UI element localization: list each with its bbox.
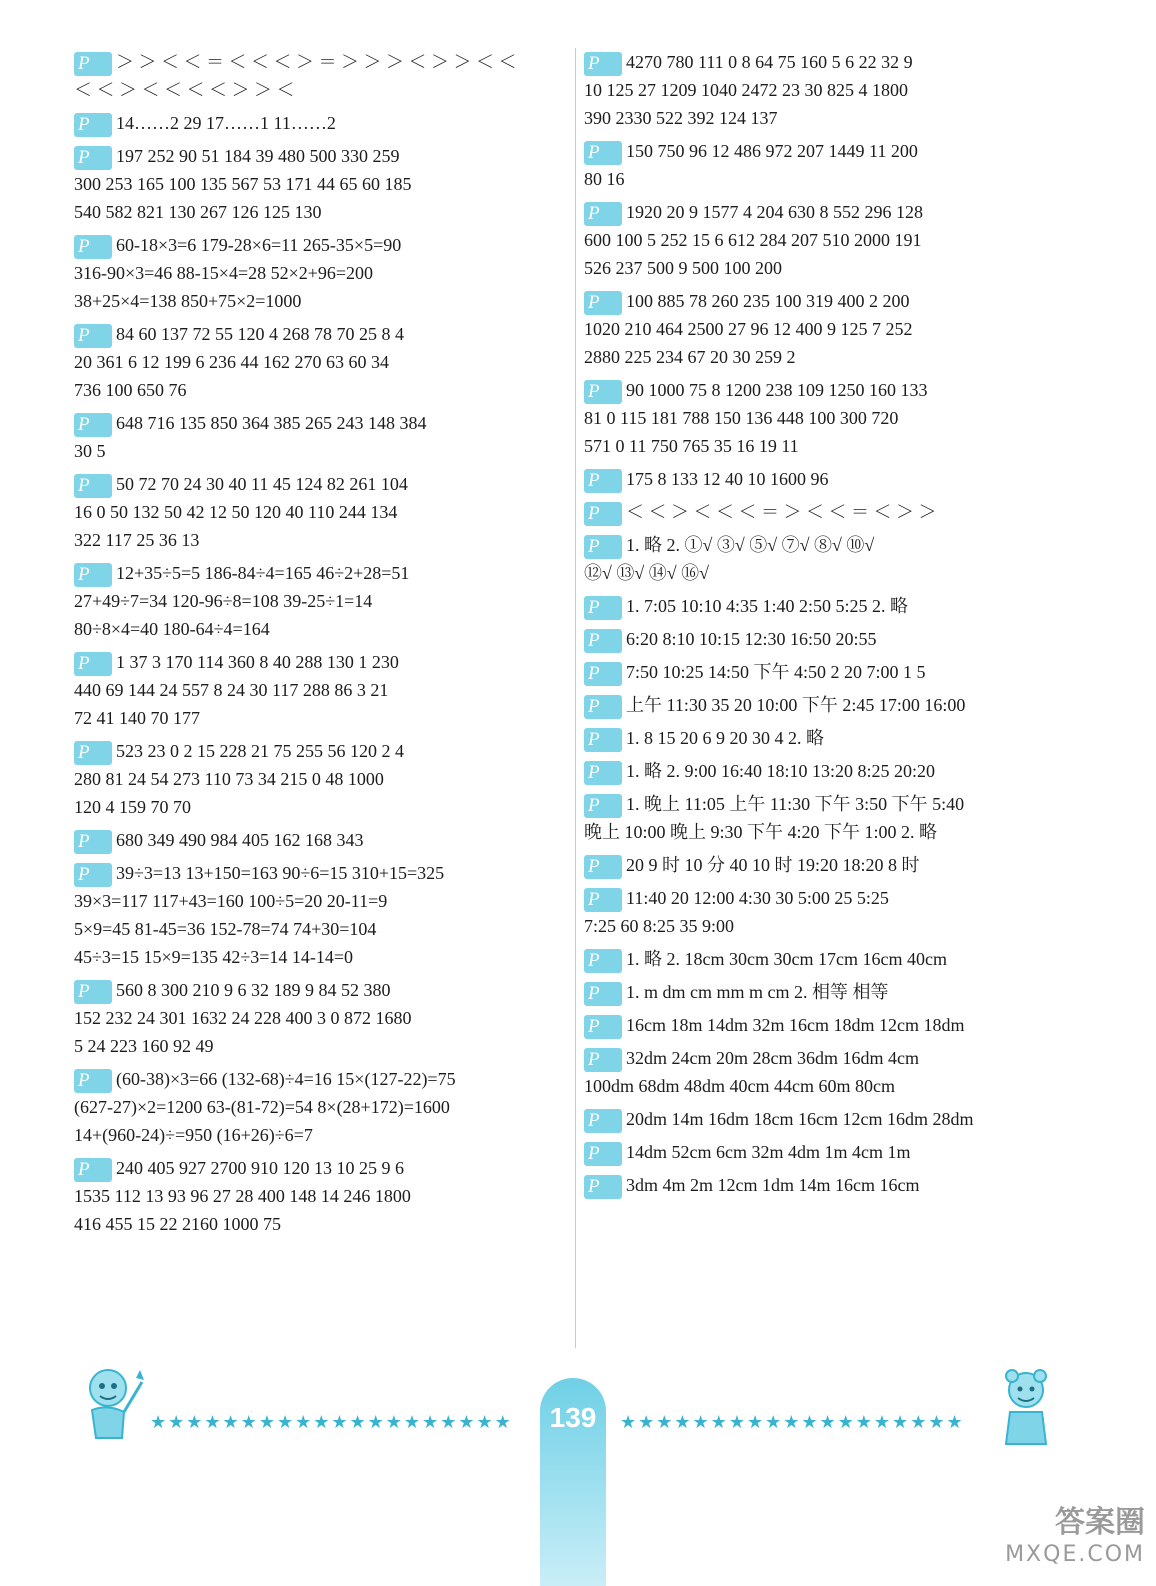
answer-entry	[584, 724, 1084, 752]
answer-entry	[584, 658, 1084, 686]
answer-line-first	[74, 976, 570, 1004]
answer-line	[584, 76, 1084, 104]
answer-text: 600 100 5 252 15 6 612 284 207 510 2000 191	[584, 230, 922, 250]
answer-entry	[584, 1044, 1084, 1100]
answer-line	[74, 1032, 570, 1060]
answer-entry	[74, 142, 570, 226]
answer-text: 90 1000 75 8 1200 238 109 1250 160 133	[626, 380, 928, 400]
answer-line	[74, 437, 570, 465]
answer-text: 84 60 137 72 55 120 4 268 78 70 25 8 4	[116, 324, 404, 344]
answer-text: 150 750 96 12 486 972 207 1449 11 200	[626, 141, 918, 161]
answer-text: 240 405 927 2700 910 120 13 10 25 9 6	[116, 1158, 404, 1178]
answer-line-first	[584, 851, 1084, 879]
answer-text: (60-38)×3=66 (132-68)÷4=16 15×(127-22)=75	[116, 1069, 456, 1089]
page-ref-badge-icon: P	[584, 1175, 622, 1199]
answer-entry	[584, 790, 1084, 846]
answer-line-first	[74, 142, 570, 170]
answer-line-first	[584, 1011, 1084, 1039]
answer-text: 16cm 18m 14dm 32m 16cm 18dm 12cm 18dm	[626, 1015, 965, 1035]
answer-entry	[74, 231, 570, 315]
page-ref-badge-icon: P	[584, 855, 622, 879]
answer-text: 80÷8×4=40 180-64÷4=164	[74, 619, 270, 639]
answer-text: 6:20 8:10 10:15 12:30 16:50 20:55	[626, 629, 877, 649]
page-ref-badge-icon: P	[584, 761, 622, 785]
page-ref-badge-icon: P	[74, 563, 112, 587]
answer-text: 280 81 24 54 273 110 73 34 215 0 48 1000	[74, 769, 384, 789]
answer-text: 440 69 144 24 557 8 24 30 117 288 86 3 21	[74, 680, 389, 700]
answer-line	[584, 165, 1084, 193]
answer-entry	[584, 137, 1084, 193]
answer-line-first	[584, 376, 1084, 404]
answer-entry	[584, 757, 1084, 785]
page-ref-badge-icon: P	[584, 535, 622, 559]
answer-text: 81 0 115 181 788 150 136 448 100 300 720	[584, 408, 899, 428]
page-ref-badge-icon: P	[74, 1069, 112, 1093]
answer-line-first	[584, 945, 1084, 973]
answer-entry	[584, 498, 1084, 526]
page-ref-badge-icon: P	[74, 741, 112, 765]
answer-line-first	[74, 109, 570, 137]
page-ref-badge-icon: P	[584, 141, 622, 165]
answer-line	[584, 315, 1084, 343]
answer-entry	[74, 409, 570, 465]
answer-text: 152 232 24 301 1632 24 228 400 3 0 872 1680	[74, 1008, 412, 1028]
answer-entry	[584, 1171, 1084, 1199]
answer-line-first	[584, 465, 1084, 493]
answer-line-first	[584, 1138, 1084, 1166]
answer-text: 14……2 29 17……1 11……2	[116, 113, 336, 133]
answer-line-first	[74, 1065, 570, 1093]
answer-text: 20 9 时 10 分 40 10 时 19:20 18:20 8 时	[626, 855, 920, 875]
answer-text: 1. 晚上 11:05 上午 11:30 下午 3:50 下午 5:40	[626, 794, 965, 814]
answer-text: 736 100 650 76	[74, 380, 187, 400]
page-ref-badge-icon: P	[584, 982, 622, 1006]
answer-line	[74, 1210, 570, 1238]
answer-line-first	[74, 48, 570, 76]
answer-text: 1 37 3 170 114 360 8 40 288 130 1 230	[116, 652, 399, 672]
page-ref-badge-icon: P	[74, 1158, 112, 1182]
page-number-tab	[540, 1378, 606, 1586]
answer-line	[74, 287, 570, 315]
answer-line	[74, 1093, 570, 1121]
page-number: 139	[549, 1402, 597, 1433]
answer-entry	[584, 592, 1084, 620]
page-ref-badge-icon: P	[584, 502, 622, 526]
page-ref-badge-icon: P	[584, 888, 622, 912]
answer-text: 4270 780 111 0 8 64 75 160 5 6 22 32 9	[626, 52, 913, 72]
answer-entry	[584, 1105, 1084, 1133]
answer-line-first	[74, 1154, 570, 1182]
answer-text: 1. 8 15 20 6 9 20 30 4 2. 略	[626, 728, 824, 748]
answers-left-column	[74, 48, 570, 1243]
answer-text: 1020 210 464 2500 27 96 12 400 9 125 7 252	[584, 319, 913, 339]
answer-entry	[584, 1138, 1084, 1166]
answer-text: 20 361 6 12 199 6 236 44 162 270 63 60 34	[74, 352, 389, 372]
answer-line	[74, 676, 570, 704]
answer-entry	[74, 859, 570, 971]
answer-text: 27+49÷7=34 120-96÷8=108 39-25÷1=14	[74, 591, 373, 611]
answer-text: 14+(960-24)÷=950 (16+26)÷6=7	[74, 1125, 313, 1145]
column-divider	[575, 48, 576, 1348]
answer-entry	[74, 1065, 570, 1149]
page-ref-badge-icon: P	[584, 662, 622, 686]
answer-entry	[74, 1154, 570, 1238]
answer-line-first	[584, 691, 1084, 719]
stars-right: ★★★★★★★★★★★★★★★★★★★	[620, 1412, 965, 1432]
answer-line	[74, 615, 570, 643]
answer-line-first	[584, 757, 1084, 785]
answer-text: 14dm 52cm 6cm 32m 4dm 1m 4cm 1m	[626, 1142, 911, 1162]
answer-line-first	[584, 658, 1084, 686]
answer-text: 38+25×4=138 850+75×2=1000	[74, 291, 302, 311]
answer-line-first	[74, 231, 570, 259]
answer-entry	[584, 198, 1084, 282]
watermark-title: 答案圈	[1055, 1505, 1145, 1540]
answer-text: 16 0 50 132 50 42 12 50 120 40 110 244 134	[74, 502, 398, 522]
page-ref-badge-icon: P	[584, 380, 622, 404]
answer-text: 上午 11:30 35 20 10:00 下午 2:45 17:00 16:00	[626, 695, 966, 715]
answer-line	[74, 1182, 570, 1210]
answer-entry	[74, 109, 570, 137]
answer-line	[74, 1121, 570, 1149]
answer-line-first	[584, 625, 1084, 653]
answer-line-first	[584, 498, 1084, 526]
answer-text: 120 4 159 70 70	[74, 797, 191, 817]
page-ref-badge-icon: P	[74, 652, 112, 676]
answer-line	[584, 343, 1084, 371]
answer-text: 197 252 90 51 184 39 480 500 330 259	[116, 146, 400, 166]
answer-text: 60-18×3=6 179-28×6=11 265-35×5=90	[116, 235, 402, 255]
watermark	[975, 1505, 1145, 1575]
answer-text: 175 8 133 12 40 10 1600 96	[626, 469, 829, 489]
answer-line	[74, 348, 570, 376]
answer-line-first	[584, 1044, 1084, 1072]
answer-line	[74, 765, 570, 793]
answer-text: 11:40 20 12:00 4:30 30 5:00 25 5:25	[626, 888, 889, 908]
answer-line	[584, 1072, 1084, 1100]
answer-entry	[74, 826, 570, 854]
answers-right-column	[584, 48, 1084, 1204]
answer-text: 100dm 68dm 48dm 40cm 44cm 60m 80cm	[584, 1076, 895, 1096]
answer-text: 1. m dm cm mm m cm 2. 相等 相等	[626, 982, 889, 1002]
answer-text: 526 237 500 9 500 100 200	[584, 258, 782, 278]
answer-line	[74, 198, 570, 226]
answer-line	[584, 226, 1084, 254]
answer-entry	[584, 465, 1084, 493]
answer-line-first	[584, 531, 1084, 559]
answer-line-first	[74, 559, 570, 587]
answer-text: 12+35÷5=5 186-84÷4=165 46÷2+28=51	[116, 563, 410, 583]
page-ref-badge-icon: P	[74, 980, 112, 1004]
answer-line-first	[74, 470, 570, 498]
answer-text: 30 5	[74, 441, 106, 461]
answer-line-first	[74, 409, 570, 437]
answer-text: 322 117 25 36 13	[74, 530, 200, 550]
answer-text: 72 41 140 70 177	[74, 708, 200, 728]
answer-text: 540 582 821 130 267 126 125 130	[74, 202, 322, 222]
answer-entry	[74, 470, 570, 554]
answer-line-first	[584, 287, 1084, 315]
page-ref-badge-icon: P	[74, 52, 112, 76]
answer-line	[74, 376, 570, 404]
answer-line	[74, 587, 570, 615]
answer-line	[74, 526, 570, 554]
answer-text: 20dm 14m 16dm 18cm 16cm 12cm 16dm 28dm	[626, 1109, 974, 1129]
answer-text: 316-90×3=46 88-15×4=28 52×2+96=200	[74, 263, 374, 283]
answer-line	[74, 915, 570, 943]
answer-text: 648 716 135 850 364 385 265 243 148 384	[116, 413, 427, 433]
answer-line	[74, 498, 570, 526]
page-ref-badge-icon: P	[584, 695, 622, 719]
answer-text: 523 23 0 2 15 228 21 75 255 56 120 2 4	[116, 741, 404, 761]
answer-text: 680 349 490 984 405 162 168 343	[116, 830, 364, 850]
answer-text: 32dm 24cm 20m 28cm 36dm 16dm 4cm	[626, 1048, 919, 1068]
answer-text: 300 253 165 100 135 567 53 171 44 65 60 185	[74, 174, 412, 194]
answer-entry	[584, 1011, 1084, 1039]
answer-text: 560 8 300 210 9 6 32 189 9 84 52 380	[116, 980, 391, 1000]
answer-text: 1535 112 13 93 96 27 28 400 148 14 246 1800	[74, 1186, 411, 1206]
page-ref-badge-icon: P	[74, 113, 112, 137]
answer-line-first	[584, 198, 1084, 226]
answer-entry	[74, 48, 570, 104]
page-ref-badge-icon: P	[74, 324, 112, 348]
answer-line	[584, 432, 1084, 460]
answer-text: 7:25 60 8:25 35 9:00	[584, 916, 735, 936]
answer-entry	[74, 737, 570, 821]
answer-text: 1. 7:05 10:10 4:35 1:40 2:50 5:25 2. 略	[626, 596, 909, 616]
answer-entry	[584, 48, 1084, 132]
page-ref-badge-icon: P	[584, 469, 622, 493]
answer-line	[584, 404, 1084, 432]
page-ref-badge-icon: P	[74, 146, 112, 170]
stars-left: ★★★★★★★★★★★★★★★★★★★★	[150, 1412, 513, 1432]
watermark-url: MXQE.COM	[1005, 1542, 1145, 1567]
answer-entry	[584, 376, 1084, 460]
answer-line	[74, 76, 570, 104]
answer-text: 5 24 223 160 92 49	[74, 1036, 214, 1056]
answer-text: 1920 20 9 1577 4 204 630 8 552 296 128	[626, 202, 923, 222]
page-ref-badge-icon: P	[74, 235, 112, 259]
page-ref-badge-icon: P	[584, 202, 622, 226]
answer-entry	[74, 976, 570, 1060]
answer-text: 39×3=117 117+43=160 100÷5=20 20-11=9	[74, 891, 388, 911]
answer-line	[74, 170, 570, 198]
answer-entry	[584, 884, 1084, 940]
page-ref-badge-icon: P	[584, 1109, 622, 1133]
answer-line-first	[74, 859, 570, 887]
answer-line-first	[584, 137, 1084, 165]
answer-line	[74, 1004, 570, 1032]
answer-line	[74, 887, 570, 915]
answer-text: ＜ ＜ ＞ ＜ ＜ ＜ ＜ ＞ ＞ ＜	[74, 80, 295, 100]
answer-line-first	[584, 1171, 1084, 1199]
answer-text: 100 885 78 260 235 100 319 400 2 200	[626, 291, 910, 311]
answer-line-first	[584, 724, 1084, 752]
page-ref-badge-icon: P	[584, 596, 622, 620]
answer-entry	[584, 691, 1084, 719]
answer-line-first	[584, 1105, 1084, 1133]
answer-line	[584, 912, 1084, 940]
answer-text: 39÷3=13 13+150=163 90÷6=15 310+15=325	[116, 863, 445, 883]
answer-text: 80 16	[584, 169, 625, 189]
answer-entry	[584, 287, 1084, 371]
answer-text: 1. 略 2. 18cm 30cm 30cm 17cm 16cm 40cm	[626, 949, 947, 969]
page-ref-badge-icon: P	[74, 830, 112, 854]
answer-text: 3dm 4m 2m 12cm 1dm 14m 16cm 16cm	[626, 1175, 920, 1195]
page-ref-badge-icon: P	[584, 728, 622, 752]
page-ref-badge-icon: P	[74, 413, 112, 437]
page-ref-badge-icon: P	[584, 629, 622, 653]
answer-line	[584, 818, 1084, 846]
page-ref-badge-icon: P	[584, 1048, 622, 1072]
answer-entry	[584, 978, 1084, 1006]
answer-line	[74, 259, 570, 287]
answer-text: 5×9=45 81-45=36 152-78=74 74+30=104	[74, 919, 377, 939]
answer-text: (627-27)×2=1200 63-(81-72)=54 8×(28+172)=1600	[74, 1097, 450, 1117]
page-ref-badge-icon: P	[584, 291, 622, 315]
page-ref-badge-icon: P	[584, 1015, 622, 1039]
mascot-right-icon	[990, 1364, 1060, 1454]
answer-entry	[584, 625, 1084, 653]
mascot-left-icon	[78, 1360, 148, 1450]
answer-line-first	[584, 790, 1084, 818]
answer-entry	[74, 320, 570, 404]
answer-text: 1. 略 2. 9:00 16:40 18:10 13:20 8:25 20:20	[626, 761, 936, 781]
page-ref-badge-icon: P	[584, 794, 622, 818]
answer-entry	[74, 559, 570, 643]
answer-entry	[584, 531, 1084, 587]
answer-text: 416 455 15 22 2160 1000 75	[74, 1214, 281, 1234]
answer-line-first	[584, 978, 1084, 1006]
answer-text: 50 72 70 24 30 40 11 45 124 82 261 104	[116, 474, 408, 494]
page-ref-badge-icon: P	[74, 474, 112, 498]
page-ref-badge-icon: P	[74, 863, 112, 887]
page-ref-badge-icon: P	[584, 1142, 622, 1166]
answer-line	[74, 793, 570, 821]
answer-line-first	[74, 320, 570, 348]
answer-text: 390 2330 522 392 124 137	[584, 108, 778, 128]
answer-text: 晚上 10:00 晚上 9:30 下午 4:20 下午 1:00 2. 略	[584, 822, 938, 842]
answer-line	[74, 704, 570, 732]
answer-line-first	[74, 826, 570, 854]
answer-entry	[584, 851, 1084, 879]
page-ref-badge-icon: P	[584, 949, 622, 973]
answer-text: ⑫√ ⑬√ ⑭√ ⑯√	[584, 563, 710, 583]
answer-text: 10 125 27 1209 1040 2472 23 30 825 4 1800	[584, 80, 908, 100]
answer-entry	[74, 648, 570, 732]
answer-line	[74, 943, 570, 971]
answer-text: 2880 225 234 67 20 30 259 2	[584, 347, 796, 367]
answer-text: ＜ ＜ ＞ ＜ ＜ ＜ ＝ ＞ ＜ ＜ ＝ ＜ ＞ ＞	[626, 502, 937, 522]
answer-line-first	[74, 737, 570, 765]
answer-text: ＞ ＞ ＜ ＜ ＝ ＜ ＜ ＜ ＞ ＝ ＞ ＞ ＞ ＜ ＞ ＞ ＜ ＜	[116, 52, 517, 72]
answer-line-first	[74, 648, 570, 676]
answer-text: 571 0 11 750 765 35 16 19 11	[584, 436, 799, 456]
page-ref-badge-icon: P	[584, 52, 622, 76]
answer-line-first	[584, 592, 1084, 620]
answer-text: 45÷3=15 15×9=135 42÷3=14 14-14=0	[74, 947, 354, 967]
answer-entry	[584, 945, 1084, 973]
answer-line	[584, 559, 1084, 587]
answer-line	[584, 254, 1084, 282]
answer-line-first	[584, 884, 1084, 912]
answer-text: 7:50 10:25 14:50 下午 4:50 2 20 7:00 1 5	[626, 662, 926, 682]
answer-text: 1. 略 2. ①√ ③√ ⑤√ ⑦√ ⑧√ ⑩√	[626, 535, 875, 555]
answer-line-first	[584, 48, 1084, 76]
answer-line	[584, 104, 1084, 132]
